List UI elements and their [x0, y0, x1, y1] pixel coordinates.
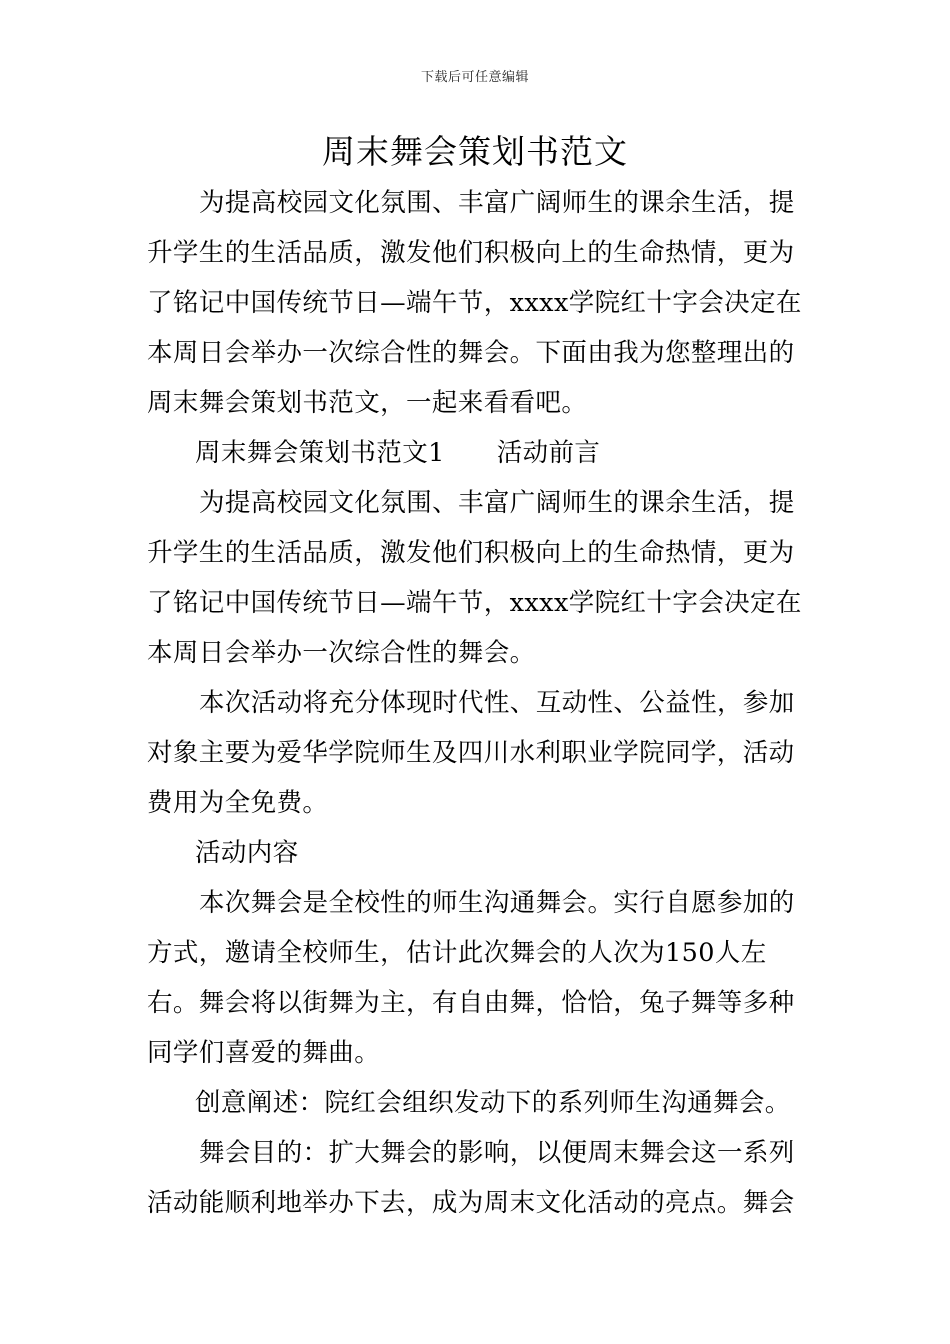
section-heading-title: 周末舞会策划书范文1: [195, 438, 445, 468]
section-heading-1: [147, 428, 807, 478]
document-title: 周末舞会策划书范文: [322, 132, 628, 171]
participants-paragraph: 本次活动将充分体现时代性、互动性、公益性，参加对象主要为爱华学院师生及四川水利职业学院同学，活动费用为全免费。: [147, 688, 795, 818]
content-paragraph: 本次舞会是全校性的师生沟通舞会。实行自愿参加的方式，邀请全校师生，估计此次舞会的人次为150人左右。舞会将以街舞为主，有自由舞，恰恰，兔子舞等多种同学们喜爱的舞曲。: [147, 888, 795, 1068]
preface-paragraph: 为提高校园文化氛围、丰富广阔师生的课余生活，提升学生的生活品质，激发他们积极向上的生命热情，更为了铭记中国传统节日—端午节，xxxx学院红十字会决定在本周日会举办一次综合性的舞会。: [147, 488, 802, 668]
idea-line: 创意阐述：院红会组织发动下的系列师生沟通舞会。: [195, 1088, 791, 1118]
content-heading: 活动内容: [195, 838, 299, 868]
header-note: 下载后可任意编辑: [420, 70, 529, 85]
section-heading-subtitle: 活动前言: [496, 438, 601, 468]
intro-paragraph: 为提高校园文化氛围、丰富广阔师生的课余生活，提升学生的生活品质，激发他们积极向上的生命热情，更为了铭记中国传统节日—端午节，xxxx学院红十字会决定在本周日会举办一次综合性的舞会。下面由我为您整理出的周末舞会策划书范文，一起来看看吧。: [147, 188, 802, 418]
document-body: [147, 178, 807, 1228]
purpose-paragraph: 舞会目的：扩大舞会的影响，以便周末舞会这一系列活动能顺利地举办下去，成为周末文化活动的亮点。舞会: [147, 1138, 795, 1218]
